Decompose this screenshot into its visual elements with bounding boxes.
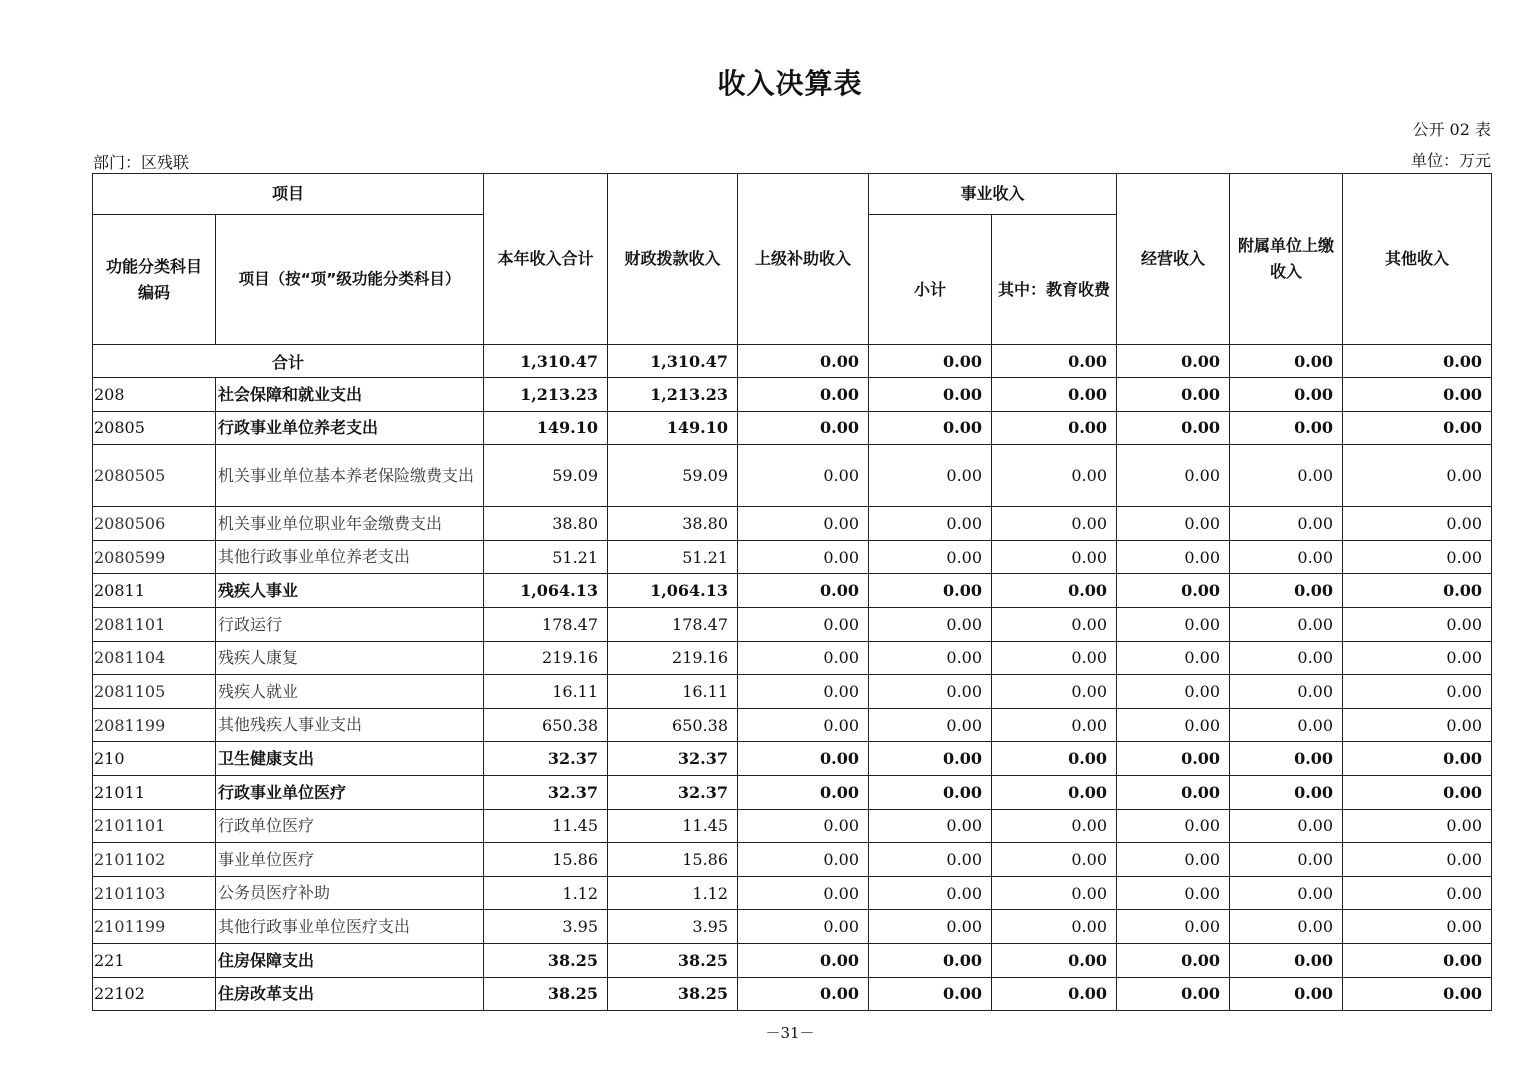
header-affiliated: 附属单位上缴收入 bbox=[1230, 174, 1343, 345]
row-value: 0.00 bbox=[738, 445, 869, 507]
row-value: 38.80 bbox=[484, 507, 608, 541]
row-value: 0.00 bbox=[992, 411, 1117, 445]
row-code: 2081199 bbox=[93, 708, 216, 742]
row-value: 0.00 bbox=[738, 411, 869, 445]
row-code: 208 bbox=[93, 378, 216, 412]
row-value: 1,213.23 bbox=[608, 378, 738, 412]
row-value: 0.00 bbox=[1230, 809, 1343, 843]
row-value: 0.00 bbox=[1230, 977, 1343, 1011]
row-value: 0.00 bbox=[738, 641, 869, 675]
row-value: 0.00 bbox=[738, 708, 869, 742]
row-value: 0.00 bbox=[1230, 742, 1343, 776]
row-value: 0.00 bbox=[1230, 411, 1343, 445]
row-name: 行政事业单位养老支出 bbox=[216, 411, 484, 445]
row-name: 残疾人事业 bbox=[216, 574, 484, 608]
unit-label: 单位：万元 bbox=[1410, 151, 1491, 170]
row-value: 0.00 bbox=[1117, 876, 1230, 910]
row-value: 0.00 bbox=[869, 507, 992, 541]
row-value: 0.00 bbox=[869, 910, 992, 944]
row-value: 0.00 bbox=[1343, 809, 1492, 843]
row-value: 0.00 bbox=[869, 977, 992, 1011]
row-value: 0.00 bbox=[992, 910, 1117, 944]
row-value: 219.16 bbox=[608, 641, 738, 675]
row-value: 0.00 bbox=[869, 708, 992, 742]
row-name: 行政事业单位医疗 bbox=[216, 775, 484, 809]
row-value: 0.00 bbox=[869, 742, 992, 776]
row-value: 0.00 bbox=[1343, 607, 1492, 641]
row-value: 0.00 bbox=[1343, 977, 1492, 1011]
row-value: 0.00 bbox=[992, 540, 1117, 574]
row-value: 0.00 bbox=[1117, 411, 1230, 445]
row-value: 0.00 bbox=[1117, 775, 1230, 809]
row-value: 0.00 bbox=[869, 607, 992, 641]
row-value: 0.00 bbox=[992, 943, 1117, 977]
row-value: 38.25 bbox=[608, 977, 738, 1011]
row-value: 0.00 bbox=[1343, 910, 1492, 944]
total-value: 0.00 bbox=[1230, 345, 1343, 378]
row-value: 0.00 bbox=[869, 675, 992, 709]
row-code: 2101103 bbox=[93, 876, 216, 910]
row-value: 32.37 bbox=[484, 742, 608, 776]
table-row bbox=[93, 843, 1492, 877]
row-value: 0.00 bbox=[1117, 910, 1230, 944]
row-value: 0.00 bbox=[1343, 742, 1492, 776]
row-value: 11.45 bbox=[608, 809, 738, 843]
row-value: 0.00 bbox=[992, 507, 1117, 541]
header-name: 项目（按“项”级功能分类科目） bbox=[216, 215, 484, 345]
row-value: 0.00 bbox=[992, 876, 1117, 910]
row-value: 0.00 bbox=[1117, 445, 1230, 507]
row-value: 0.00 bbox=[869, 943, 992, 977]
row-value: 149.10 bbox=[608, 411, 738, 445]
table-row bbox=[93, 910, 1492, 944]
row-value: 0.00 bbox=[869, 411, 992, 445]
row-value: 0.00 bbox=[1343, 843, 1492, 877]
row-code: 210 bbox=[93, 742, 216, 776]
row-value: 0.00 bbox=[1117, 977, 1230, 1011]
row-value: 0.00 bbox=[738, 507, 869, 541]
page-number: －31－ bbox=[765, 1024, 815, 1042]
row-value: 0.00 bbox=[1117, 641, 1230, 675]
row-value: 59.09 bbox=[608, 445, 738, 507]
row-value: 0.00 bbox=[1117, 540, 1230, 574]
table-row bbox=[93, 507, 1492, 541]
row-code: 2081105 bbox=[93, 675, 216, 709]
row-value: 0.00 bbox=[1343, 507, 1492, 541]
row-value: 0.00 bbox=[1343, 675, 1492, 709]
row-value: 16.11 bbox=[608, 675, 738, 709]
row-value: 3.95 bbox=[608, 910, 738, 944]
row-value: 32.37 bbox=[608, 775, 738, 809]
row-value: 11.45 bbox=[484, 809, 608, 843]
row-value: 0.00 bbox=[738, 675, 869, 709]
row-value: 0.00 bbox=[1230, 708, 1343, 742]
total-value: 0.00 bbox=[992, 345, 1117, 378]
row-code: 2081101 bbox=[93, 607, 216, 641]
table-row bbox=[93, 809, 1492, 843]
row-value: 0.00 bbox=[1117, 607, 1230, 641]
row-name: 社会保障和就业支出 bbox=[216, 378, 484, 412]
row-value: 0.00 bbox=[1343, 574, 1492, 608]
row-value: 51.21 bbox=[484, 540, 608, 574]
row-value: 0.00 bbox=[992, 809, 1117, 843]
table-row bbox=[93, 943, 1492, 977]
row-value: 650.38 bbox=[608, 708, 738, 742]
row-value: 219.16 bbox=[484, 641, 608, 675]
row-value: 1,213.23 bbox=[484, 378, 608, 412]
header-other: 其他收入 bbox=[1343, 174, 1492, 345]
row-value: 51.21 bbox=[608, 540, 738, 574]
row-value: 16.11 bbox=[484, 675, 608, 709]
table-row bbox=[93, 641, 1492, 675]
row-value: 0.00 bbox=[1117, 742, 1230, 776]
header-fiscal: 财政拨款收入 bbox=[608, 174, 738, 345]
row-value: 0.00 bbox=[869, 574, 992, 608]
row-value: 0.00 bbox=[738, 574, 869, 608]
table-row bbox=[93, 540, 1492, 574]
row-value: 0.00 bbox=[1117, 943, 1230, 977]
table-row bbox=[93, 742, 1492, 776]
row-value: 0.00 bbox=[1343, 540, 1492, 574]
row-name: 其他残疾人事业支出 bbox=[216, 708, 484, 742]
row-code: 2080599 bbox=[93, 540, 216, 574]
total-value: 1,310.47 bbox=[608, 345, 738, 378]
table-row bbox=[93, 775, 1492, 809]
page-title: 收入决算表 bbox=[717, 67, 863, 100]
row-value: 0.00 bbox=[738, 977, 869, 1011]
row-value: 0.00 bbox=[1117, 574, 1230, 608]
form-number: 公开 02 表 bbox=[1412, 120, 1491, 139]
row-value: 38.80 bbox=[608, 507, 738, 541]
row-value: 0.00 bbox=[992, 607, 1117, 641]
row-value: 0.00 bbox=[738, 540, 869, 574]
row-name: 行政单位医疗 bbox=[216, 809, 484, 843]
row-value: 0.00 bbox=[1343, 775, 1492, 809]
row-code: 2081104 bbox=[93, 641, 216, 675]
row-value: 0.00 bbox=[738, 943, 869, 977]
row-value: 0.00 bbox=[1230, 378, 1343, 412]
row-value: 0.00 bbox=[1343, 876, 1492, 910]
row-value: 0.00 bbox=[1230, 775, 1343, 809]
row-value: 1.12 bbox=[608, 876, 738, 910]
row-code: 2101101 bbox=[93, 809, 216, 843]
row-value: 0.00 bbox=[869, 876, 992, 910]
row-name: 住房保障支出 bbox=[216, 943, 484, 977]
row-value: 0.00 bbox=[738, 843, 869, 877]
row-code: 221 bbox=[93, 943, 216, 977]
row-value: 0.00 bbox=[869, 540, 992, 574]
row-value: 0.00 bbox=[1230, 876, 1343, 910]
row-name: 行政运行 bbox=[216, 607, 484, 641]
table-row bbox=[93, 411, 1492, 445]
table-row bbox=[93, 708, 1492, 742]
row-value: 0.00 bbox=[1230, 445, 1343, 507]
row-value: 0.00 bbox=[738, 809, 869, 843]
row-value: 15.86 bbox=[484, 843, 608, 877]
row-code: 20805 bbox=[93, 411, 216, 445]
row-value: 32.37 bbox=[608, 742, 738, 776]
row-name: 机关事业单位职业年金缴费支出 bbox=[216, 507, 484, 541]
row-value: 59.09 bbox=[484, 445, 608, 507]
row-value: 0.00 bbox=[1343, 445, 1492, 507]
row-value: 0.00 bbox=[869, 445, 992, 507]
row-value: 0.00 bbox=[992, 641, 1117, 675]
row-name: 残疾人就业 bbox=[216, 675, 484, 709]
row-value: 38.25 bbox=[608, 943, 738, 977]
row-value: 0.00 bbox=[1230, 910, 1343, 944]
row-value: 38.25 bbox=[484, 943, 608, 977]
total-value: 0.00 bbox=[869, 345, 992, 378]
row-value: 0.00 bbox=[1230, 943, 1343, 977]
row-value: 178.47 bbox=[608, 607, 738, 641]
row-value: 1,064.13 bbox=[608, 574, 738, 608]
row-value: 32.37 bbox=[484, 775, 608, 809]
row-name: 其他行政事业单位养老支出 bbox=[216, 540, 484, 574]
row-code: 20811 bbox=[93, 574, 216, 608]
row-name: 卫生健康支出 bbox=[216, 742, 484, 776]
row-value: 0.00 bbox=[1343, 641, 1492, 675]
row-value: 0.00 bbox=[992, 708, 1117, 742]
row-value: 3.95 bbox=[484, 910, 608, 944]
row-value: 0.00 bbox=[992, 445, 1117, 507]
row-value: 0.00 bbox=[992, 775, 1117, 809]
row-value: 0.00 bbox=[992, 843, 1117, 877]
row-value: 0.00 bbox=[1230, 540, 1343, 574]
row-value: 0.00 bbox=[738, 910, 869, 944]
total-value: 0.00 bbox=[738, 345, 869, 378]
table-row bbox=[93, 607, 1492, 641]
table-row bbox=[93, 675, 1492, 709]
row-value: 0.00 bbox=[1230, 843, 1343, 877]
row-value: 1,064.13 bbox=[484, 574, 608, 608]
header-business-group: 事业收入 bbox=[869, 174, 1117, 215]
total-value: 1,310.47 bbox=[484, 345, 608, 378]
row-value: 0.00 bbox=[1230, 507, 1343, 541]
row-name: 机关事业单位基本养老保险缴费支出 bbox=[216, 445, 484, 507]
row-code: 21011 bbox=[93, 775, 216, 809]
row-value: 0.00 bbox=[1343, 378, 1492, 412]
row-value: 0.00 bbox=[869, 775, 992, 809]
row-value: 0.00 bbox=[1230, 675, 1343, 709]
row-code: 2101102 bbox=[93, 843, 216, 877]
row-value: 178.47 bbox=[484, 607, 608, 641]
header-superior: 上级补助收入 bbox=[738, 174, 869, 345]
row-value: 0.00 bbox=[992, 378, 1117, 412]
row-value: 0.00 bbox=[1230, 607, 1343, 641]
row-value: 0.00 bbox=[992, 675, 1117, 709]
table-row bbox=[93, 876, 1492, 910]
row-value: 0.00 bbox=[1343, 411, 1492, 445]
header-code: 功能分类科目编码 bbox=[93, 215, 216, 345]
row-code: 22102 bbox=[93, 977, 216, 1011]
row-name: 残疾人康复 bbox=[216, 641, 484, 675]
row-code: 2080506 bbox=[93, 507, 216, 541]
row-value: 0.00 bbox=[738, 378, 869, 412]
row-value: 0.00 bbox=[1230, 574, 1343, 608]
header-education: 其中：教育收费 bbox=[992, 215, 1117, 345]
header-subtotal: 小计 bbox=[869, 215, 992, 345]
row-value: 0.00 bbox=[1343, 943, 1492, 977]
row-value: 0.00 bbox=[1343, 708, 1492, 742]
total-row bbox=[93, 345, 1492, 378]
row-value: 0.00 bbox=[1117, 675, 1230, 709]
row-value: 0.00 bbox=[738, 876, 869, 910]
row-value: 0.00 bbox=[1117, 507, 1230, 541]
table-row bbox=[93, 378, 1492, 412]
row-value: 0.00 bbox=[1230, 641, 1343, 675]
row-name: 其他行政事业单位医疗支出 bbox=[216, 910, 484, 944]
header-item: 项目 bbox=[93, 174, 484, 215]
row-value: 0.00 bbox=[738, 742, 869, 776]
row-name: 事业单位医疗 bbox=[216, 843, 484, 877]
row-value: 0.00 bbox=[738, 607, 869, 641]
row-value: 0.00 bbox=[1117, 708, 1230, 742]
row-value: 0.00 bbox=[869, 809, 992, 843]
income-table bbox=[92, 173, 1492, 1011]
row-value: 0.00 bbox=[869, 641, 992, 675]
total-value: 0.00 bbox=[1343, 345, 1492, 378]
row-value: 0.00 bbox=[869, 378, 992, 412]
row-value: 38.25 bbox=[484, 977, 608, 1011]
row-value: 0.00 bbox=[992, 574, 1117, 608]
header-operating: 经营收入 bbox=[1117, 174, 1230, 345]
table-row bbox=[93, 574, 1492, 608]
row-value: 0.00 bbox=[1117, 809, 1230, 843]
row-code: 2080505 bbox=[93, 445, 216, 507]
row-value: 0.00 bbox=[992, 742, 1117, 776]
department-label: 部门：区残联 bbox=[93, 153, 190, 172]
total-value: 0.00 bbox=[1117, 345, 1230, 378]
row-value: 149.10 bbox=[484, 411, 608, 445]
row-name: 公务员医疗补助 bbox=[216, 876, 484, 910]
row-value: 0.00 bbox=[1117, 378, 1230, 412]
table-row bbox=[93, 445, 1492, 507]
row-value: 0.00 bbox=[869, 843, 992, 877]
row-code: 2101199 bbox=[93, 910, 216, 944]
row-value: 0.00 bbox=[992, 977, 1117, 1011]
total-label: 合计 bbox=[93, 345, 484, 378]
row-value: 1.12 bbox=[484, 876, 608, 910]
row-value: 650.38 bbox=[484, 708, 608, 742]
table-row bbox=[93, 977, 1492, 1011]
row-name: 住房改革支出 bbox=[216, 977, 484, 1011]
row-value: 0.00 bbox=[1117, 843, 1230, 877]
row-value: 0.00 bbox=[738, 775, 869, 809]
row-value: 15.86 bbox=[608, 843, 738, 877]
header-total-income: 本年收入合计 bbox=[484, 174, 608, 345]
